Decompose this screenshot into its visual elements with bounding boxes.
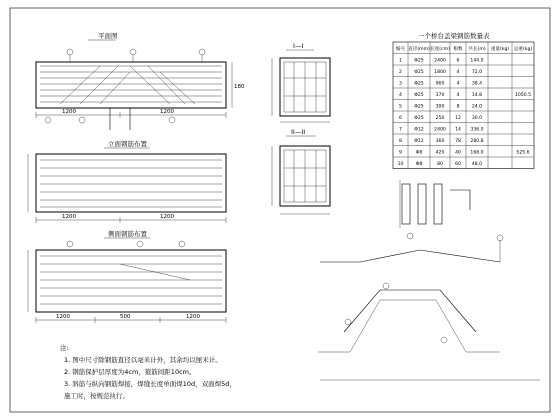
table-cell: 8	[456, 104, 460, 110]
plan-dim-right: 1200	[160, 109, 174, 115]
table-cell: 144.0	[470, 58, 484, 64]
table-cell: 6	[456, 58, 460, 64]
table-cell: 78	[455, 138, 461, 144]
plan-callouts-top	[67, 49, 205, 62]
table-cell: 40	[455, 150, 461, 156]
table-cell: 250	[435, 115, 445, 121]
table-cell: 10	[397, 161, 404, 167]
elev1-dim-left: 1200	[62, 214, 76, 220]
table-cell: 6	[399, 115, 402, 121]
table-cell: 1	[399, 58, 402, 64]
notes-title: 注:	[60, 344, 69, 352]
table-cell: 168.0	[470, 150, 484, 156]
table-cell: 4	[456, 92, 460, 98]
section1-stirrups	[284, 62, 326, 112]
table-cell: 30.0	[471, 115, 483, 121]
elevation1-rebars	[28, 154, 222, 212]
table-cell: 8	[399, 138, 402, 144]
table-cell: 960	[435, 81, 445, 87]
table-cell: 14	[455, 127, 461, 133]
elevation1-outline	[36, 154, 226, 212]
elevation-2	[28, 229, 226, 323]
table-cell: 4	[456, 69, 460, 75]
plan-outline	[36, 62, 226, 108]
table-header-cell: 直径(mm)	[408, 46, 430, 52]
rebar-table	[393, 31, 534, 169]
elev2-dim-right: 1200	[186, 314, 200, 320]
table-cell: 360	[435, 138, 445, 144]
section-1	[272, 42, 330, 122]
rebar-shape-details	[400, 180, 470, 228]
table-grid	[393, 42, 534, 169]
table-cell: 300	[435, 104, 445, 110]
table-header-cell: 根数	[453, 46, 463, 52]
elevation2-outline	[36, 250, 226, 312]
table-cell: 7	[399, 127, 402, 133]
table-cell: 5	[399, 104, 402, 110]
table-cell: Φ25	[414, 104, 424, 110]
table-cell: Φ25	[414, 58, 424, 64]
table-cell: 2	[399, 69, 402, 75]
table-cell: 4	[456, 81, 460, 87]
table-cell: Φ12	[414, 138, 424, 144]
elevation2-rebars	[28, 250, 222, 312]
table-cell: 1050.5	[514, 92, 532, 98]
plan-rebars	[40, 66, 222, 130]
table-cell: 24.0	[471, 104, 483, 110]
note-line-4: 施工时，按规范执行。	[64, 392, 129, 400]
bent-bar-details	[318, 233, 540, 380]
table-cell: 48.0	[471, 161, 483, 167]
table-header-cell: 重量(kg)	[490, 46, 510, 52]
plan-dim-left: 1200	[62, 109, 76, 115]
table-cell: 4	[399, 92, 402, 98]
table-header-cell: 编号	[395, 46, 406, 52]
table-cell: 38.4	[471, 81, 483, 87]
table-cell: Φ12	[414, 127, 424, 133]
section2-title: II—II	[291, 128, 306, 136]
section-2	[272, 128, 330, 214]
table-cell: 2400	[434, 127, 446, 133]
table-cell: 336.0	[470, 127, 484, 133]
table-cell: Φ25	[414, 92, 424, 98]
table-cell: 12	[455, 115, 461, 121]
elevation2-callouts	[67, 241, 185, 247]
note-line-2: 2. 钢筋保护层厚度为4cm，箍筋间距10cm。	[64, 368, 196, 376]
elev2-dim-left: 1200	[56, 314, 70, 320]
plan-dim-height: 180	[234, 84, 245, 90]
table-cell: Φ25	[414, 69, 424, 75]
table-cell: 420	[435, 150, 445, 156]
elevation-1	[28, 139, 226, 223]
section2-stirrups	[284, 150, 326, 202]
elevation1-title: 立面钢筋布置	[108, 140, 147, 148]
table-header-cell: 总重(kg)	[513, 46, 533, 52]
elevation2-title: 侧面钢筋布置	[108, 230, 147, 238]
table-cell: 72.0	[471, 69, 483, 75]
table-header-cell: 共长(m)	[468, 46, 486, 52]
table-cell: Φ25	[414, 81, 424, 87]
table-cell: 3	[399, 81, 402, 87]
table-cell: 280.8	[470, 138, 484, 144]
table-cell: Φ8	[415, 161, 423, 167]
plan-view	[36, 31, 245, 130]
table-cell: 60	[455, 161, 461, 167]
section1-title: I—I	[293, 42, 304, 50]
elev1-dim-right: 1200	[160, 214, 174, 220]
notes-block	[60, 343, 236, 400]
table-cell: 14.8	[471, 92, 483, 98]
elevation1-dimension	[36, 214, 226, 223]
table-cell: 80	[437, 161, 443, 167]
elevation2-dimension	[36, 314, 226, 323]
table-cell: 525.6	[516, 150, 530, 156]
table-cell: 370	[435, 92, 445, 98]
note-line-1: 1. 图中尺寸除钢筋直径以毫米计外，其余均以厘米计。	[64, 356, 222, 364]
note-line-3: 3. 斜筋与纵向钢筋焊接，焊缝长度单面焊10d，双面焊5d，	[64, 380, 236, 388]
table-cell: 1800	[434, 69, 446, 75]
elev2-dim-mid: 500	[120, 314, 131, 320]
table-cell: Φ25	[414, 115, 424, 121]
table-header-cell: 长度(cm)	[430, 46, 450, 52]
plan-title: 平面图	[98, 32, 118, 40]
table-cell: 9	[399, 150, 402, 156]
table-cell: Φ8	[415, 150, 423, 156]
table-cell: 2400	[434, 58, 446, 64]
table-title: 一个桥台盖梁钢筋数量表	[418, 32, 490, 40]
